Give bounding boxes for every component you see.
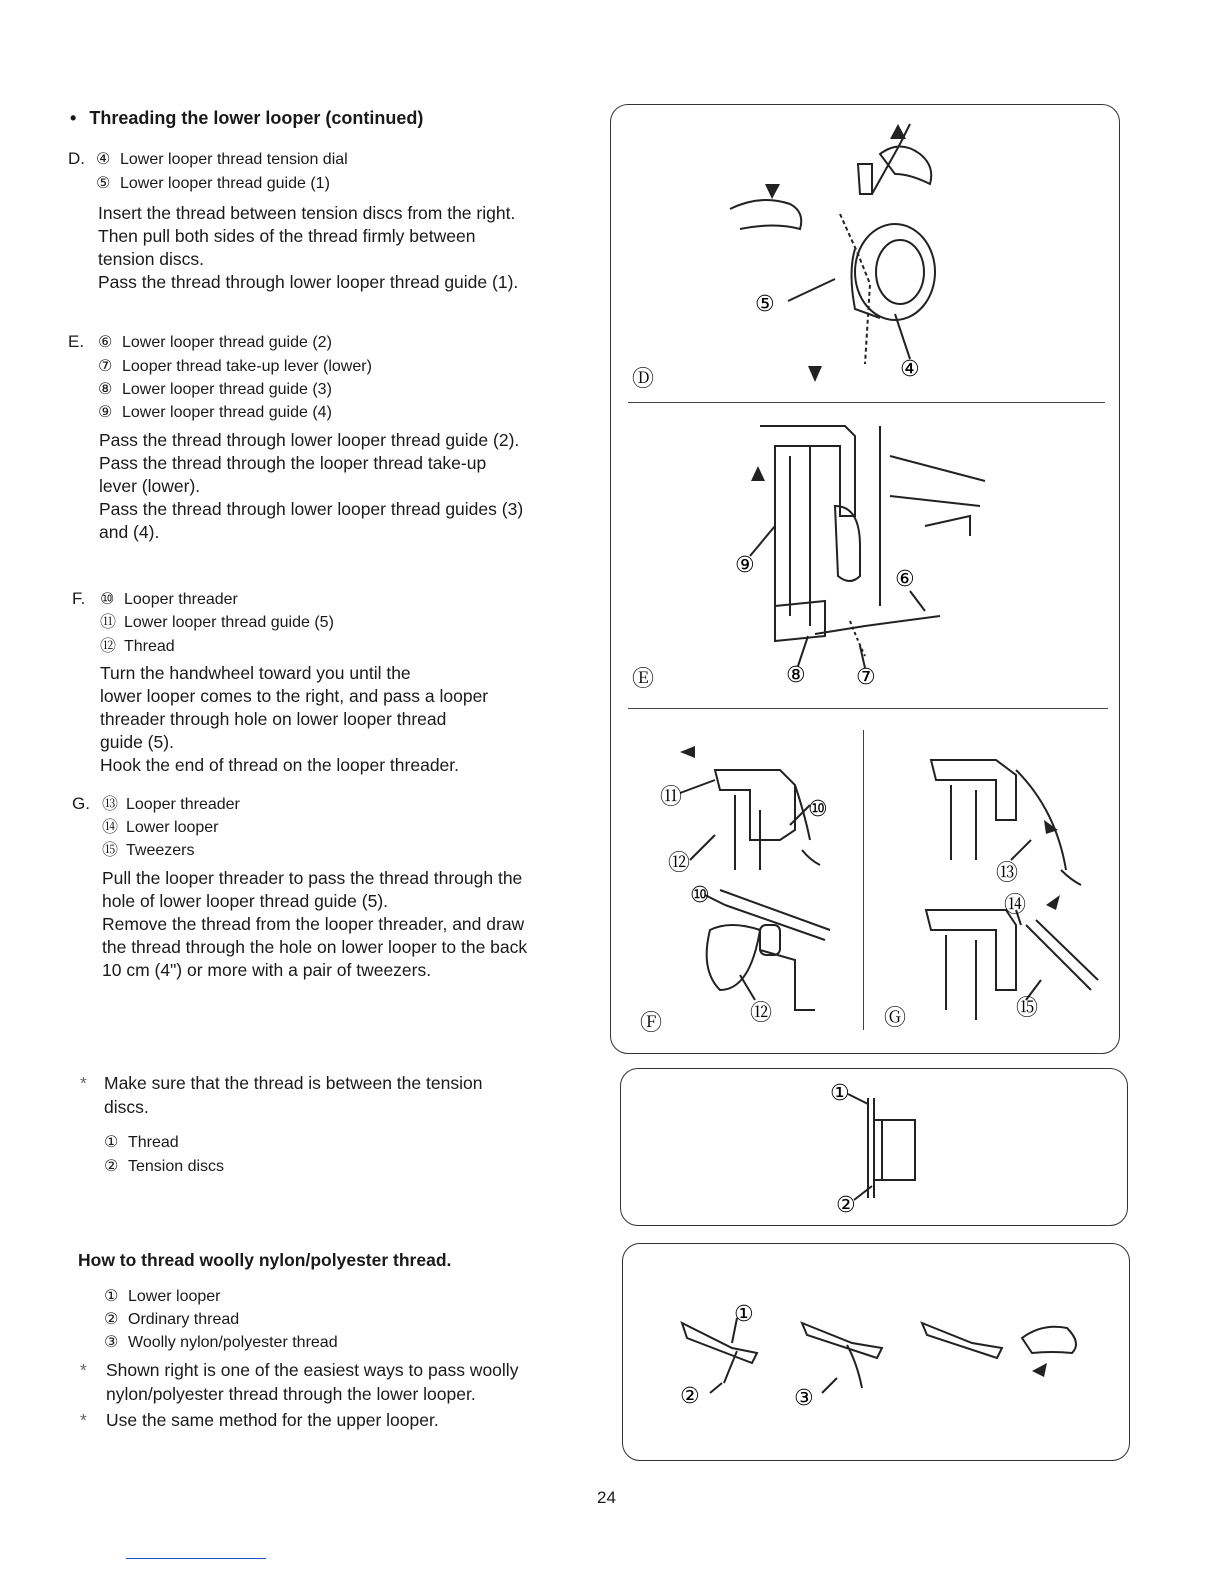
figure-letter: Ⓖ: [884, 1006, 907, 1031]
part-item: [102, 816, 219, 839]
callout-line: [910, 591, 925, 611]
looper-frame: [790, 446, 810, 626]
part-number: ⑦: [98, 358, 113, 375]
part-number: ⑪: [100, 614, 117, 631]
thread-line: [840, 214, 870, 364]
instruction-line: Pass the thread through lower looper thread guide (1).: [98, 272, 519, 292]
callout-line: [750, 526, 775, 556]
part-number: ⑮: [102, 842, 119, 859]
callout-line: [740, 975, 755, 1000]
figure-callout: ⑦: [856, 665, 876, 690]
looper-post: [735, 795, 760, 870]
up-arrow-icon: [890, 124, 906, 139]
part-item: [100, 588, 238, 611]
left-arrow-icon: [765, 184, 780, 199]
part-item: [102, 793, 240, 816]
callout-line: [798, 636, 808, 666]
figure-callout: ⑫: [668, 851, 691, 876]
thread-line: [815, 616, 940, 634]
note-line: nylon/polyester thread through the lower looper.: [106, 1384, 476, 1404]
figure-e: [610, 406, 1120, 706]
note-line: Shown right is one of the easiest ways to pass woolly: [106, 1360, 519, 1380]
instruction-line: tension discs.: [98, 249, 205, 269]
note-text: [104, 1071, 574, 1119]
instruction-line: Pass the thread through lower looper thread guide (2).: [99, 430, 520, 450]
figure-letter: Ⓓ: [632, 367, 655, 392]
woolly-heading: How to thread woolly nylon/polyester thread.: [78, 1250, 452, 1270]
part-label: Ordinary thread: [128, 1311, 240, 1328]
tension-dial-inner: [876, 240, 924, 304]
hand-top: [880, 147, 931, 185]
figure-callout: ⑮: [1016, 996, 1039, 1021]
part-number: ④: [96, 151, 111, 168]
figure-callout: ⑭: [1004, 893, 1027, 918]
part-label: Lower looper: [128, 1288, 221, 1305]
figure-callout: ②: [836, 1193, 856, 1218]
divider: [628, 708, 1108, 709]
looper: [931, 760, 1016, 820]
hand-left: [730, 200, 801, 229]
part-number: ⑩: [100, 591, 115, 608]
looper-2: [802, 1323, 882, 1358]
part-number: ②: [104, 1311, 119, 1328]
figure-callout: ⑤: [755, 292, 775, 317]
part-item: [104, 1308, 239, 1331]
callout-line: [680, 780, 715, 793]
part-number: ①: [104, 1134, 119, 1151]
instructions: [99, 429, 589, 544]
note-text: [106, 1358, 586, 1406]
figure-letter: Ⓕ: [640, 1011, 663, 1036]
part-number: ②: [104, 1158, 119, 1175]
instruction-line: Pull the looper threader to pass the thread through the: [102, 868, 523, 888]
page-number: 24: [597, 1488, 616, 1507]
part-label: Thread: [128, 1134, 179, 1151]
figure-callout: ⑥: [895, 567, 915, 592]
instruction-line: Pass the thread through lower looper thread guides (3): [99, 499, 524, 519]
down-arrow-icon: [808, 366, 822, 382]
part-number: ⑨: [98, 404, 113, 421]
take-up-lever: [835, 506, 860, 581]
figure-woolly: [622, 1243, 1130, 1461]
instruction-line: Hook the end of thread on the looper threader.: [100, 755, 460, 775]
part-label: Looper threader: [126, 796, 240, 813]
figure-g: [866, 730, 1111, 1040]
threader-hand: [707, 925, 760, 990]
looper-post: [951, 785, 976, 860]
note-line: discs.: [104, 1097, 149, 1117]
callout-line: [690, 835, 715, 860]
instruction-line: hole of lower looper thread guide (5).: [102, 891, 389, 911]
section-heading: [70, 108, 423, 129]
part-item: [100, 611, 334, 634]
instruction-line: Pass the thread through the looper thread take-up: [99, 453, 487, 473]
part-number: ⑬: [102, 796, 119, 813]
figure-callout: ②: [680, 1384, 700, 1409]
left-arrow-icon: [680, 746, 695, 758]
figure-callout: ⑩: [808, 797, 828, 822]
looper: [715, 770, 795, 840]
part-label: Lower looper thread guide (3): [122, 381, 332, 398]
thread-end: [802, 850, 820, 865]
instruction-line: and (4).: [99, 522, 160, 542]
callout-line: [848, 1094, 868, 1104]
instructions: [100, 662, 580, 777]
note-line: Use the same method for the upper looper.: [106, 1410, 439, 1430]
step-letter: E.: [68, 332, 85, 351]
heading-bullet: •: [70, 108, 77, 128]
part-item: [98, 355, 372, 378]
instruction-line: Remove the thread from the looper threader, and draw: [102, 914, 525, 934]
step-letter: F.: [72, 589, 86, 608]
figure-callout: ④: [900, 357, 920, 382]
thread-guide-arm: [858, 164, 872, 194]
step-letter: D.: [68, 149, 85, 168]
instruction-line: threader through hole on lower looper thread: [100, 709, 447, 729]
step-letter: G.: [72, 794, 90, 813]
note-asterisk: *: [80, 1410, 87, 1430]
arrow-icon: [1046, 895, 1060, 910]
guide-plate: [720, 890, 830, 940]
part-label: Lower looper: [126, 819, 219, 836]
lower-looper: [926, 910, 1016, 990]
part-item: [104, 1285, 221, 1308]
note-text: [106, 1408, 586, 1432]
part-label: Tweezers: [126, 842, 195, 859]
callout-line: [895, 314, 910, 359]
callout-line: [710, 1383, 722, 1393]
callout-line: [790, 805, 810, 825]
part-item: [104, 1131, 179, 1154]
figure-tension: [620, 1068, 1128, 1226]
callout-line: [788, 279, 835, 301]
part-number: ⑭: [102, 819, 119, 836]
instructions: [102, 867, 602, 982]
part-label: Lower looper thread guide (2): [122, 334, 332, 351]
figure-f: [630, 730, 860, 1040]
base-plate: [775, 601, 825, 641]
note-asterisk: *: [80, 1360, 87, 1380]
part-item: [104, 1155, 224, 1178]
part-label: Lower looper thread guide (1): [120, 175, 330, 192]
figure-callout: ⑩: [690, 883, 710, 908]
heading-title: Threading the lower looper (continued): [89, 108, 424, 128]
arrow-icon: [1032, 1363, 1047, 1377]
part-number: ⑫: [100, 638, 117, 655]
part-item: [98, 331, 332, 354]
thread-guide-bracket: [925, 516, 970, 536]
part-label: Tension discs: [128, 1158, 225, 1175]
footer-rule: [126, 1558, 266, 1559]
figure-callout: ⑬: [996, 861, 1019, 886]
part-label: Lower looper thread guide (4): [122, 404, 332, 421]
instruction-line: Then pull both sides of the thread firmly between: [98, 226, 476, 246]
part-label: Thread: [124, 638, 175, 655]
part-number: ③: [104, 1334, 119, 1351]
part-item: [98, 378, 332, 401]
figure-callout: ①: [830, 1081, 850, 1106]
hand-icon: [1022, 1327, 1076, 1353]
instructions: [98, 202, 578, 294]
part-label: Lower looper thread guide (5): [124, 614, 334, 631]
instruction-line: lever (lower).: [99, 476, 201, 496]
instruction-line: lower looper comes to the right, and pass a looper: [100, 686, 489, 706]
divider: [628, 402, 1105, 403]
part-item: [98, 401, 332, 424]
callout-line: [1011, 840, 1031, 860]
part-item: [104, 1331, 338, 1354]
instruction-line: guide (5).: [100, 732, 174, 752]
up-arrow-icon: [751, 466, 765, 481]
lower-looper-post: [946, 935, 976, 1020]
part-number: ⑥: [98, 334, 113, 351]
part-label: Looper threader: [124, 591, 238, 608]
part-label: Lower looper thread tension dial: [120, 151, 348, 168]
figure-d: [610, 104, 1120, 404]
instruction-line: Turn the handwheel toward you until the: [100, 663, 411, 683]
part-item: [96, 148, 348, 171]
instruction-line: the thread through the hole on lower looper to the back: [102, 937, 528, 957]
thread-end: [1061, 870, 1081, 885]
thread-line: [1016, 770, 1066, 870]
thread-line: [872, 124, 910, 194]
part-number: ①: [104, 1288, 119, 1305]
figure-callout: ⑫: [750, 1001, 773, 1026]
figure-callout: ③: [794, 1386, 814, 1411]
part-number: ⑤: [96, 175, 111, 192]
part-label: Woolly nylon/polyester thread: [128, 1334, 338, 1351]
part-item: [102, 839, 194, 862]
instruction-line: 10 cm (4") or more with a pair of tweezers.: [102, 960, 432, 980]
figure-callout: ⑧: [786, 663, 806, 688]
note-line: Make sure that the thread is between the tension: [104, 1073, 483, 1093]
note-asterisk: *: [80, 1073, 87, 1093]
divider-vertical: [863, 730, 864, 1030]
callout-line: [822, 1378, 837, 1393]
looper-3: [922, 1323, 1002, 1358]
figure-letter: Ⓔ: [632, 667, 655, 692]
figure-callout: ⑪: [660, 785, 683, 810]
part-item: [96, 172, 330, 195]
looper-1: [682, 1323, 757, 1363]
figure-callout: ⑨: [735, 553, 755, 578]
tweezers: [1026, 920, 1098, 990]
figure-callout: ①: [734, 1302, 754, 1327]
part-item: [100, 635, 175, 658]
callout-line: [854, 1186, 872, 1200]
part-number: ⑧: [98, 381, 113, 398]
instruction-line: Insert the thread between tension discs from the right.: [98, 203, 516, 223]
part-label: Looper thread take-up lever (lower): [122, 358, 372, 375]
